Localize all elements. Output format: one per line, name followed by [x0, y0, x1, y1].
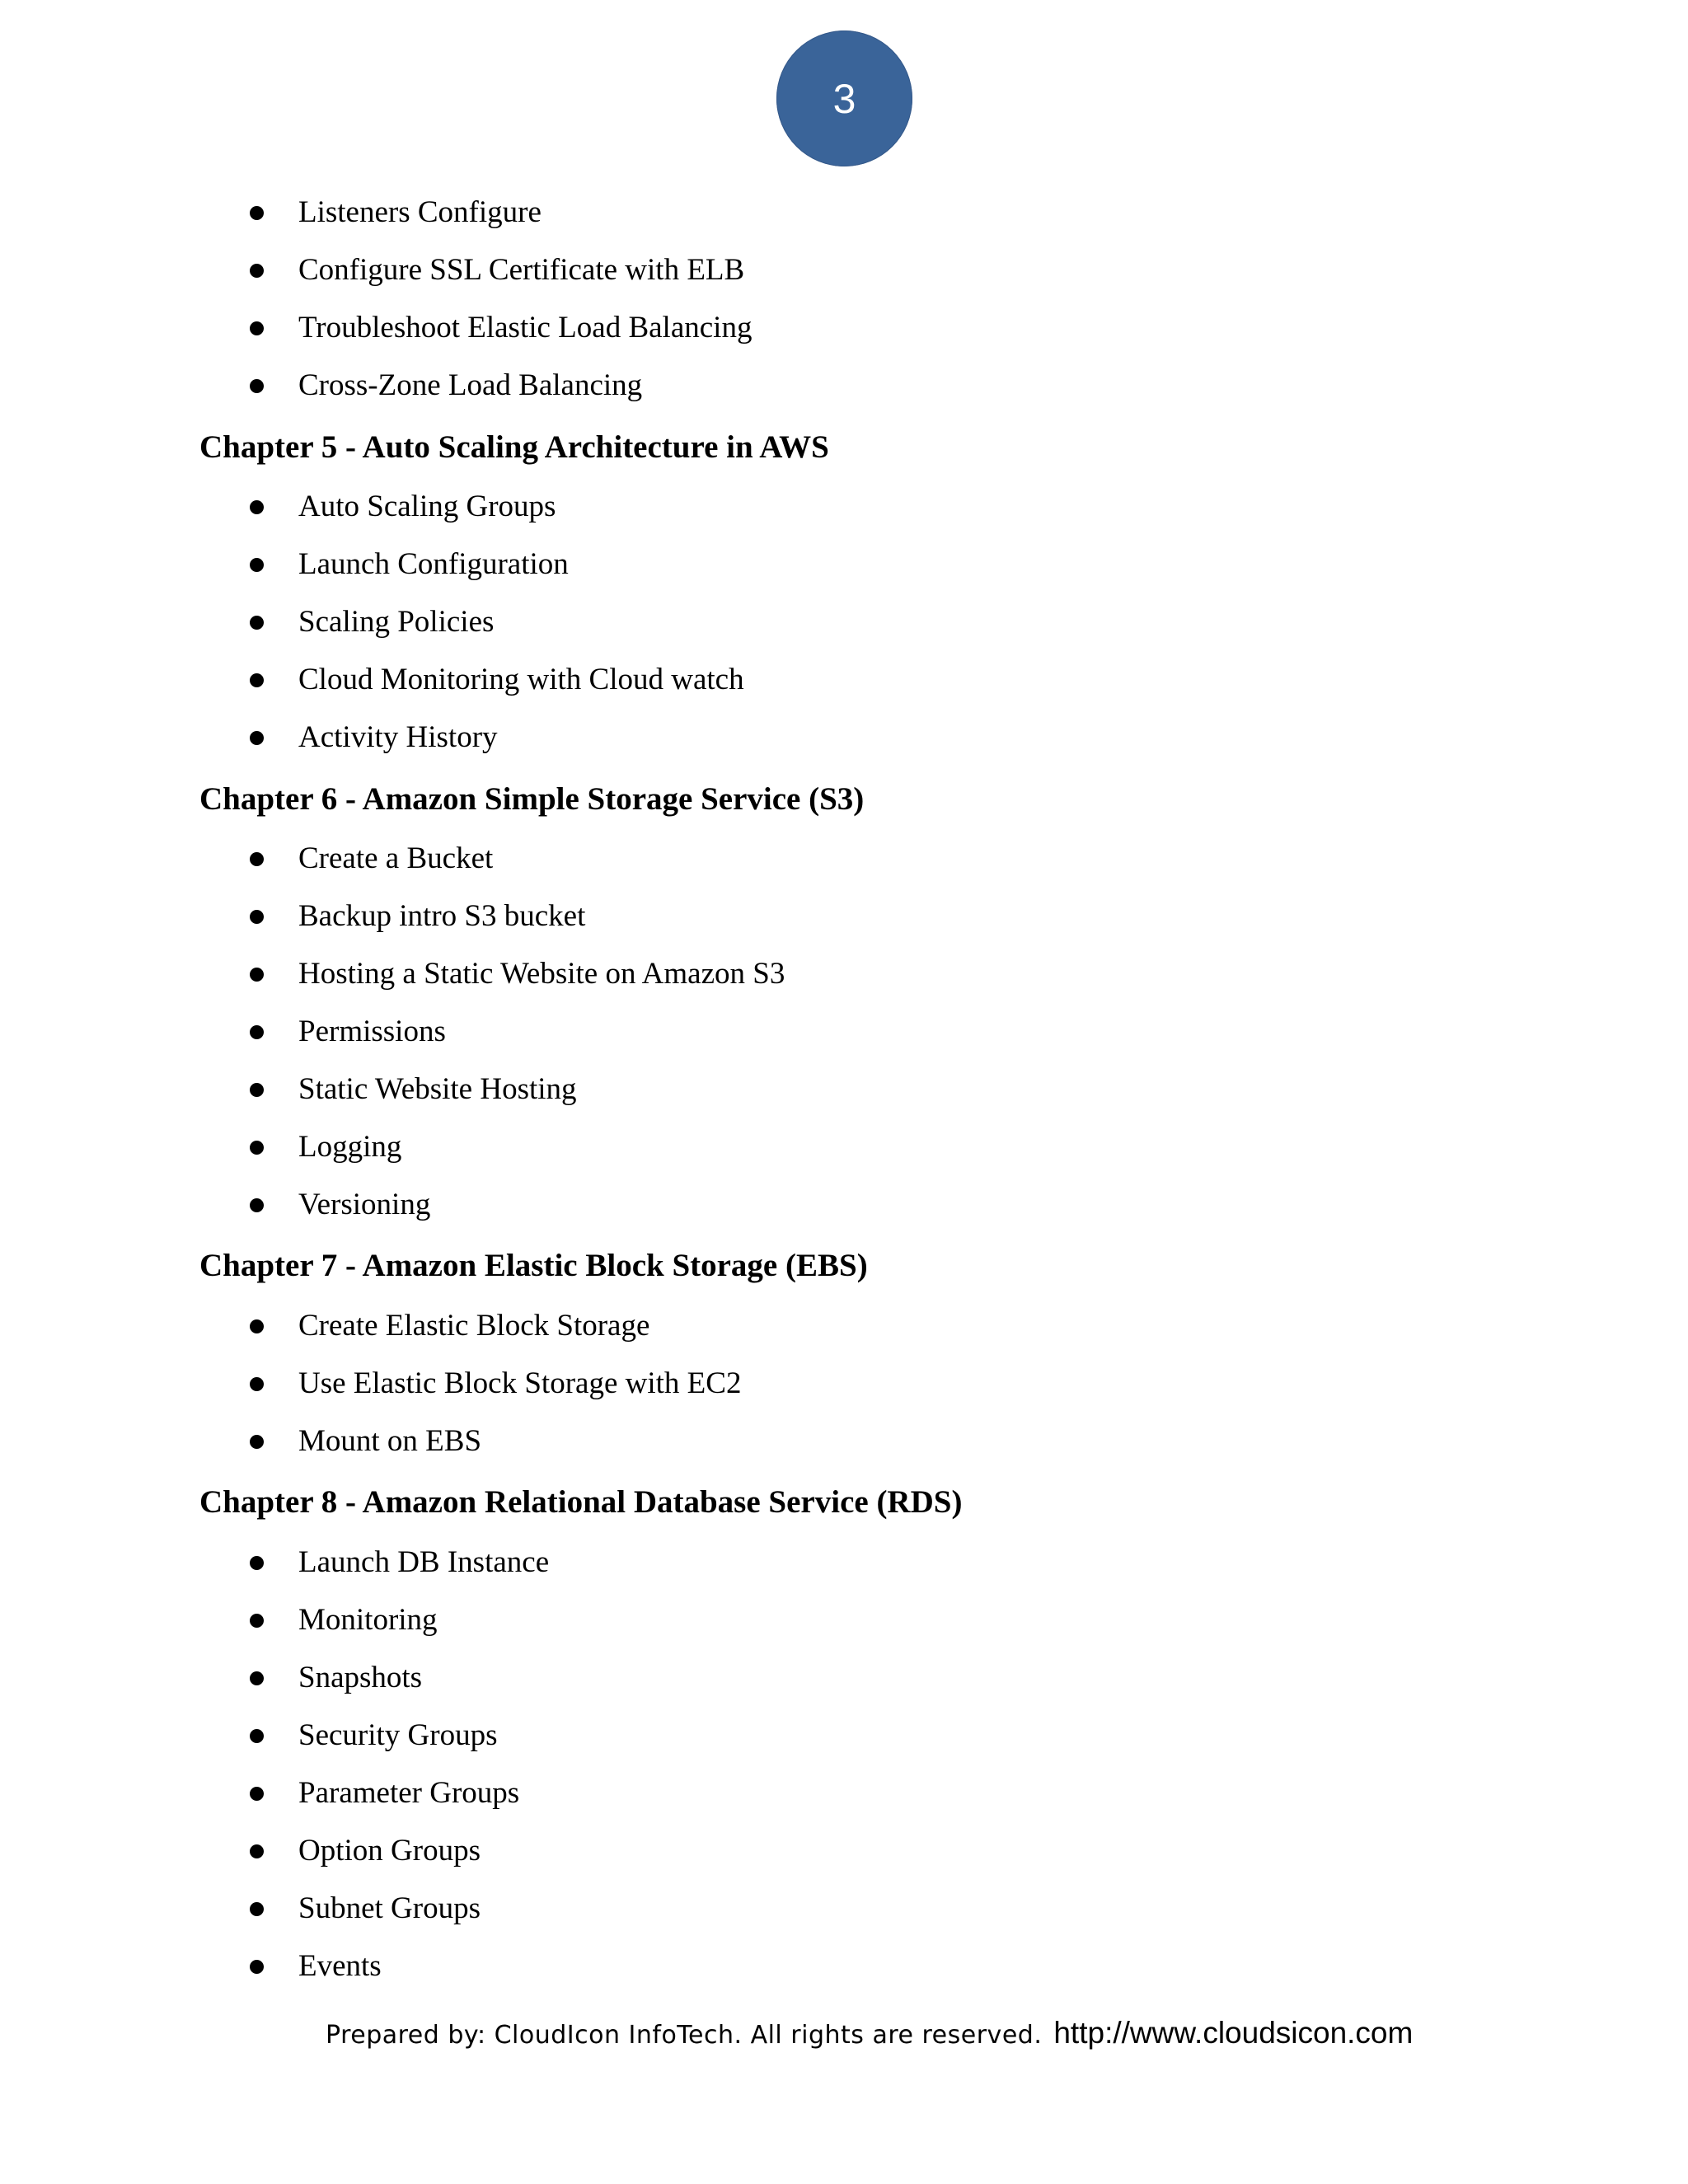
- bullet-icon: [250, 1960, 264, 1974]
- bullet-icon: [250, 1902, 264, 1916]
- bullet-icon: [250, 1198, 264, 1212]
- list-item-label: Troubleshoot Elastic Load Balancing: [298, 311, 753, 344]
- list-item-label: Configure SSL Certificate with ELB: [298, 253, 745, 287]
- footer-url: http://www.cloudsicon.com: [1053, 2016, 1414, 2050]
- list-item: [0, 954, 1688, 995]
- bullet-icon: [250, 1671, 264, 1685]
- list-item: [0, 365, 1688, 406]
- bullet-icon: [250, 264, 264, 278]
- list-item-label: Hosting a Static Website on Amazon S3: [298, 957, 785, 991]
- list-item-label: Mount on EBS: [298, 1424, 482, 1458]
- bullet-icon: [250, 206, 264, 220]
- list-item-label: Security Groups: [298, 1718, 498, 1752]
- list-item: [0, 1830, 1688, 1872]
- bullet-icon: [250, 379, 264, 393]
- list-item-label: Permissions: [298, 1015, 446, 1048]
- bullet-icon: [250, 1844, 264, 1858]
- list-item: [0, 1069, 1688, 1110]
- list-item-label: Monitoring: [298, 1603, 438, 1637]
- list-item: [0, 1305, 1688, 1347]
- list-item: [0, 838, 1688, 879]
- list-item: [0, 1127, 1688, 1168]
- list-item: [0, 717, 1688, 758]
- page-footer: [326, 2013, 1413, 2060]
- list-item-label: Launch Configuration: [298, 547, 569, 581]
- bullet-icon: [250, 500, 264, 514]
- list-item-label: Snapshots: [298, 1661, 423, 1694]
- list-item-label: Versioning: [298, 1188, 431, 1221]
- list-item: [0, 1773, 1688, 1814]
- bullet-icon: [250, 1377, 264, 1391]
- list-item-label: Backup intro S3 bucket: [298, 899, 586, 933]
- list-item: [0, 1542, 1688, 1583]
- list-item: [0, 1421, 1688, 1462]
- list-item-label: Listeners Configure: [298, 195, 542, 229]
- bullet-icon: [250, 616, 264, 630]
- bullet-icon: [250, 558, 264, 572]
- list-item: [0, 1715, 1688, 1756]
- list-item-label: Parameter Groups: [298, 1776, 520, 1810]
- list-item: [0, 250, 1688, 291]
- list-item-label: Activity History: [298, 720, 498, 754]
- bullet-icon: [250, 968, 264, 982]
- bullet-icon: [250, 1083, 264, 1097]
- list-item-label: Events: [298, 1949, 382, 1983]
- list-item-label: Option Groups: [298, 1834, 481, 1868]
- list-item: [0, 1600, 1688, 1641]
- bullet-icon: [250, 1787, 264, 1801]
- chapter-heading: Chapter 8 - Amazon Relational Database Service (RDS): [199, 1484, 963, 1520]
- list-item: [0, 1888, 1688, 1929]
- list-item-label: Logging: [298, 1130, 402, 1164]
- list-item-label: Cross-Zone Load Balancing: [298, 368, 643, 402]
- list-item: [0, 602, 1688, 643]
- list-item: [0, 1184, 1688, 1226]
- bullet-icon: [250, 1025, 264, 1039]
- bullet-icon: [250, 731, 264, 745]
- list-item: [0, 1363, 1688, 1404]
- bullet-icon: [250, 1435, 264, 1449]
- page-number: 3: [832, 75, 856, 122]
- list-item: [0, 192, 1688, 233]
- list-item: [0, 1657, 1688, 1699]
- list-item-label: Create a Bucket: [298, 841, 494, 875]
- list-item-label: Auto Scaling Groups: [298, 490, 556, 523]
- list-item-label: Cloud Monitoring with Cloud watch: [298, 663, 744, 696]
- list-item-label: Subnet Groups: [298, 1891, 481, 1925]
- bullet-icon: [250, 321, 264, 335]
- bullet-icon: [250, 1319, 264, 1333]
- list-item-label: Static Website Hosting: [298, 1072, 577, 1106]
- list-item: [0, 486, 1688, 527]
- chapter-heading: Chapter 5 - Auto Scaling Architecture in AWS: [199, 429, 829, 465]
- chapter-heading: Chapter 7 - Amazon Elastic Block Storage (EBS): [199, 1248, 868, 1283]
- bullet-icon: [250, 673, 264, 687]
- bullet-icon: [250, 910, 264, 924]
- list-item: [0, 896, 1688, 937]
- bullet-icon: [250, 1614, 264, 1628]
- bullet-icon: [250, 852, 264, 866]
- list-item: [0, 307, 1688, 349]
- list-item-label: Scaling Policies: [298, 605, 495, 639]
- list-item-label: Create Elastic Block Storage: [298, 1309, 650, 1343]
- chapter-heading: Chapter 6 - Amazon Simple Storage Service (S3): [199, 781, 865, 817]
- bullet-icon: [250, 1729, 264, 1743]
- list-item: [0, 544, 1688, 585]
- list-item: [0, 1011, 1688, 1052]
- list-item: [0, 1946, 1688, 1987]
- list-item-label: Launch DB Instance: [298, 1545, 550, 1579]
- list-item-label: Use Elastic Block Storage with EC2: [298, 1366, 742, 1400]
- bullet-icon: [250, 1141, 264, 1155]
- footer-copyright: Prepared by: CloudIcon InfoTech. All rights are reserved.: [326, 2021, 1043, 2050]
- bullet-icon: [250, 1556, 264, 1570]
- list-item: [0, 659, 1688, 701]
